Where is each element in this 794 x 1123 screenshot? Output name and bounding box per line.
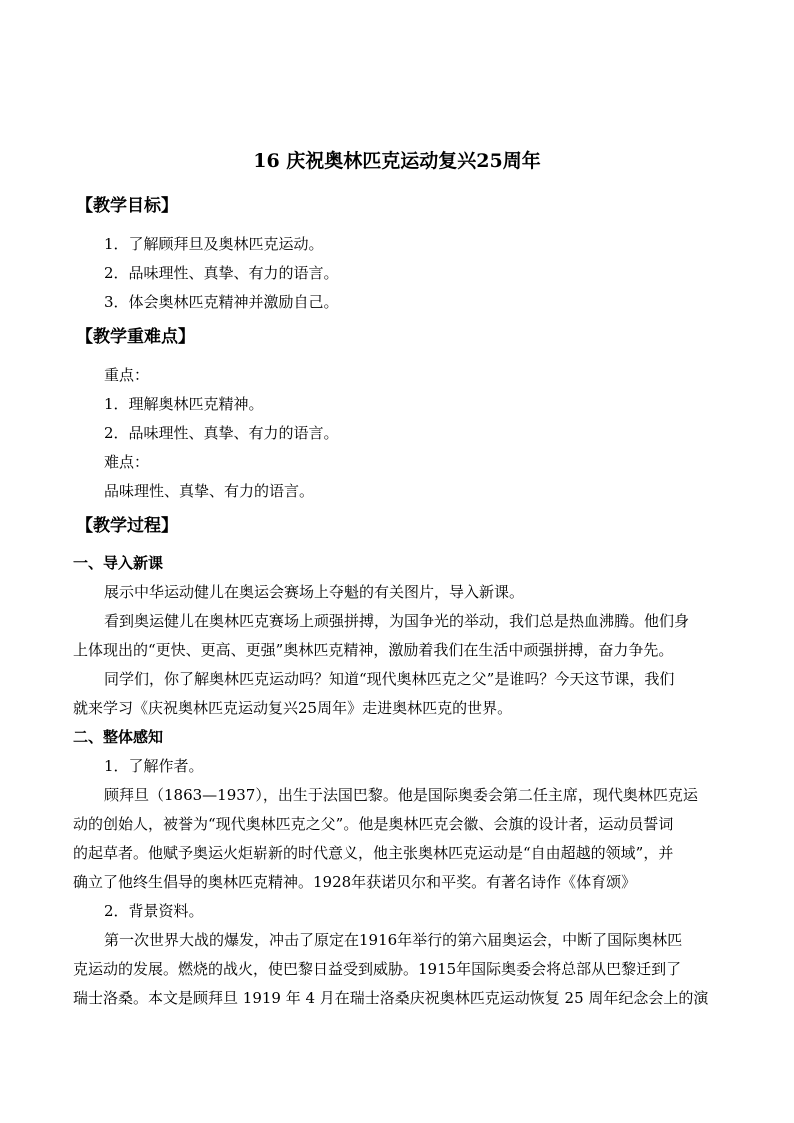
part2-item-1: 1．了解作者。 xyxy=(104,757,204,775)
focus-label: 重点： xyxy=(104,366,150,384)
author-line-4: 确立了他终生倡导的奥林匹克精神。1928年获诺贝尔和平奖。有著名诗作《体育颂》 xyxy=(73,873,637,891)
goal-item-2: 2．品味理性、真挚、有力的语言。 xyxy=(104,264,339,282)
part1-line-5: 就来学习《庆祝奥林匹克运动复兴25周年》走进奥林匹克的世界。 xyxy=(73,699,513,717)
goals-heading: 【教学目标】 xyxy=(76,196,178,216)
focus-item-2: 2．品味理性、真挚、有力的语言。 xyxy=(104,424,339,442)
background-line-1: 第一次世界大战的爆发，冲击了原定在1916年举行的第六届奥运会，中断了国际奥林匹 xyxy=(104,931,683,949)
process-heading: 【教学过程】 xyxy=(76,516,178,536)
part1-line-2: 看到奥运健儿在奥林匹克赛场上顽强拼搏，为国争光的举动，我们总是热血沸腾。他们身 xyxy=(104,612,690,630)
goal-item-1: 1．了解顾拜旦及奥林匹克运动。 xyxy=(104,235,324,253)
background-line-3: 瑞士洛桑。本文是顾拜旦 1919 年 4 月在瑞士洛桑庆祝奥林匹克运动恢复 25 周年纪念会上的演 xyxy=(73,989,709,1007)
author-line-1: 顾拜旦（1863—1937），出生于法国巴黎。他是国际奥委会第二任主席，现代奥林匹克运 xyxy=(104,786,698,804)
part1-line-1: 展示中华运动健儿在奥运会赛场上夺魁的有关图片，导入新课。 xyxy=(104,583,525,601)
goal-item-3: 3．体会奥林匹克精神并激励自己。 xyxy=(104,293,339,311)
part1-line-3: 上体现出的“更快、更高、更强”奥林匹克精神，激励着我们在生活中顽强拼搏，奋力争先。 xyxy=(73,641,674,659)
part1-line-4: 同学们，你了解奥林匹克运动吗？知道“现代奥林匹克之父”是谁吗？今天这节课，我们 xyxy=(104,670,675,688)
part1-heading: 一、导入新课 xyxy=(73,554,164,572)
focus-item-1: 1．理解奥林匹克精神。 xyxy=(104,395,264,413)
part2-item-2: 2．背景资料。 xyxy=(104,902,204,920)
page-title: 16 庆祝奥林匹克运动复兴25周年 xyxy=(253,150,541,172)
difficulty-label: 难点： xyxy=(104,453,150,471)
background-line-2: 克运动的发展。燃烧的战火，使巴黎日益受到威胁。1915年国际奥委会将总部从巴黎迁到了 xyxy=(73,960,682,978)
author-line-3: 的起草者。他赋予奥运火炬崭新的时代意义，他主张奥林匹克运动是“自由超越的领域”，并 xyxy=(73,844,674,862)
author-line-2: 动的创始人，被誉为“现代奥林匹克之父”。他是奥林匹克会徽、会旗的设计者，运动员誓词 xyxy=(73,815,674,833)
difficulty-text: 品味理性、真挚、有力的语言。 xyxy=(104,482,315,500)
part2-heading: 二、整体感知 xyxy=(73,728,164,746)
key-points-heading: 【教学重难点】 xyxy=(76,327,195,347)
